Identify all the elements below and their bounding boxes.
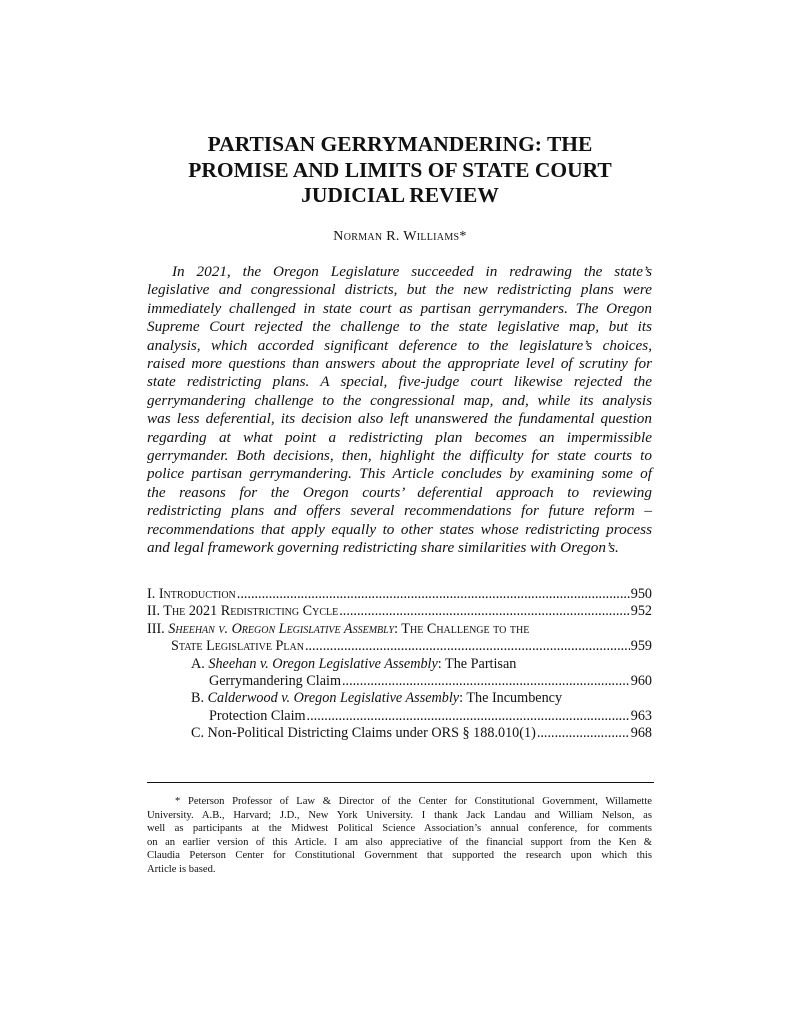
toc-case-name: Sheehan v. Oregon Legislative Assembly <box>168 620 395 637</box>
toc-leader <box>537 725 630 742</box>
toc-label <box>191 656 516 673</box>
toc-entry-state-legislative-plan[interactable] <box>147 638 652 655</box>
toc-entry-gerrymandering-claim[interactable] <box>147 673 652 690</box>
toc-page: 960 <box>630 673 652 690</box>
abstract-line: gerrymandering challenge to the congressional map, and, while its analysis <box>147 391 652 409</box>
footnote-divider <box>147 782 654 783</box>
abstract-line: was less deferential, its decision also left unanswered the fundamental question <box>147 410 652 428</box>
abstract-line: recommendations that apply equally to other states whose redistricting process <box>147 520 652 538</box>
abstract-line: analysis, which accorded significant deference to the legislature’s choices, <box>147 336 652 354</box>
abstract-line: Supreme Court rejected the challenge to the state legislative map, but its <box>147 318 652 336</box>
footnote-line: well as participants at the Midwest Political Science Association’s annual conference, for comments <box>147 823 652 835</box>
toc-label-rest: : The Challenge to the <box>394 620 530 637</box>
abstract-line: raised more questions than answers about the appropriate level of scrutiny for <box>147 355 652 373</box>
toc-label-rest: : The Partisan <box>437 655 517 672</box>
toc-case-name: Sheehan v. Oregon Legislative Assembly <box>208 655 438 672</box>
toc-entry-non-political-claims[interactable] <box>147 725 652 742</box>
abstract-line: regarding at what point a redistricting plan becomes an impermissible <box>147 428 652 446</box>
toc-leader <box>307 708 630 725</box>
author-footnote <box>147 795 652 877</box>
toc-label <box>191 690 562 707</box>
toc-entry-sheehan-heading[interactable] <box>147 621 652 638</box>
toc-entry-calderwood-heading[interactable] <box>147 690 652 707</box>
toc-leader <box>342 673 630 690</box>
toc-entry-introduction[interactable] <box>147 586 652 603</box>
abstract-line: the reasons for the Oregon courts’ deferential approach to reviewing <box>147 483 652 501</box>
toc-number: III. <box>147 620 169 637</box>
toc-label: Protection Claim <box>209 707 306 724</box>
toc-leader <box>237 586 630 603</box>
toc-label: II. The 2021 Redistricting Cycle <box>147 603 339 620</box>
toc-number: B. <box>191 690 208 707</box>
footnote-line: University. A.B., Harvard; J.D., New York University. I thank Jack Landau and William Nelson, as <box>147 809 652 821</box>
footnote-line: * Peterson Professor of Law & Director of the Center for Constitutional Government, Willamette <box>175 796 652 807</box>
abstract-line: legislative and congressional districts, but the new redistricting plans were <box>147 281 652 299</box>
abstract-line: redistricting plans and offers several recommendations for future reform – <box>147 502 652 520</box>
author-name: Norman R. Williams* <box>333 229 467 244</box>
footnote-line: on an earlier version of this Article. I am also appreciative of the financial support from the Ken & <box>147 836 652 848</box>
toc-label: Gerrymandering Claim <box>209 673 341 690</box>
abstract-line: state redistricting plans. A special, five-judge court likewise rejected the <box>147 373 652 391</box>
toc-label-rest: : The Incumbency <box>459 690 563 707</box>
abstract-line: and legal framework governing redistricting share similarities with Oregon’s. <box>147 539 619 557</box>
toc-number: A. <box>191 655 209 672</box>
toc-label: State Legislative Plan <box>171 638 304 655</box>
abstract-line: immediately challenged in state court as partisan gerrymanders. The Oregon <box>147 299 652 317</box>
toc-entry-partisan-claim-heading[interactable] <box>147 656 652 673</box>
title-line: PARTISAN GERRYMANDERING: THE <box>207 132 593 156</box>
toc-leader <box>339 603 630 620</box>
toc-label: I. Introduction <box>147 586 236 602</box>
toc-label: C. Non-Political Districting Claims under ORS § 188.010(1) <box>191 725 536 742</box>
toc-entry-protection-claim[interactable] <box>147 708 652 725</box>
footnote-line: Claudia Peterson Center for Constitutional Government that supported the research upon which this <box>147 850 652 862</box>
toc-label <box>147 621 529 638</box>
abstract-line: police partisan gerrymandering. This Article concludes by examining some of <box>147 465 652 483</box>
title-line: PROMISE AND LIMITS OF STATE COURT <box>188 157 612 182</box>
abstract-line: In 2021, the Oregon Legislature succeeded in redrawing the state’s <box>172 263 652 280</box>
table-of-contents <box>147 586 652 743</box>
toc-page: 952 <box>630 603 652 620</box>
title-line: JUDICIAL REVIEW <box>301 183 499 207</box>
footnote-line: Article is based. <box>147 863 216 875</box>
abstract-line: gerrymander. Both decisions, then, highlight the difficulty for state courts to <box>147 447 652 465</box>
toc-page: 963 <box>630 707 652 724</box>
toc-page: 968 <box>630 725 652 742</box>
toc-leader <box>305 638 630 655</box>
toc-page: 950 <box>630 586 652 602</box>
toc-page: 959 <box>630 638 652 655</box>
article-title <box>140 132 660 209</box>
toc-entry-redistricting-cycle[interactable] <box>147 603 652 620</box>
abstract <box>147 263 652 558</box>
toc-case-name: Calderwood v. Oregon Legislative Assembly <box>207 690 460 707</box>
